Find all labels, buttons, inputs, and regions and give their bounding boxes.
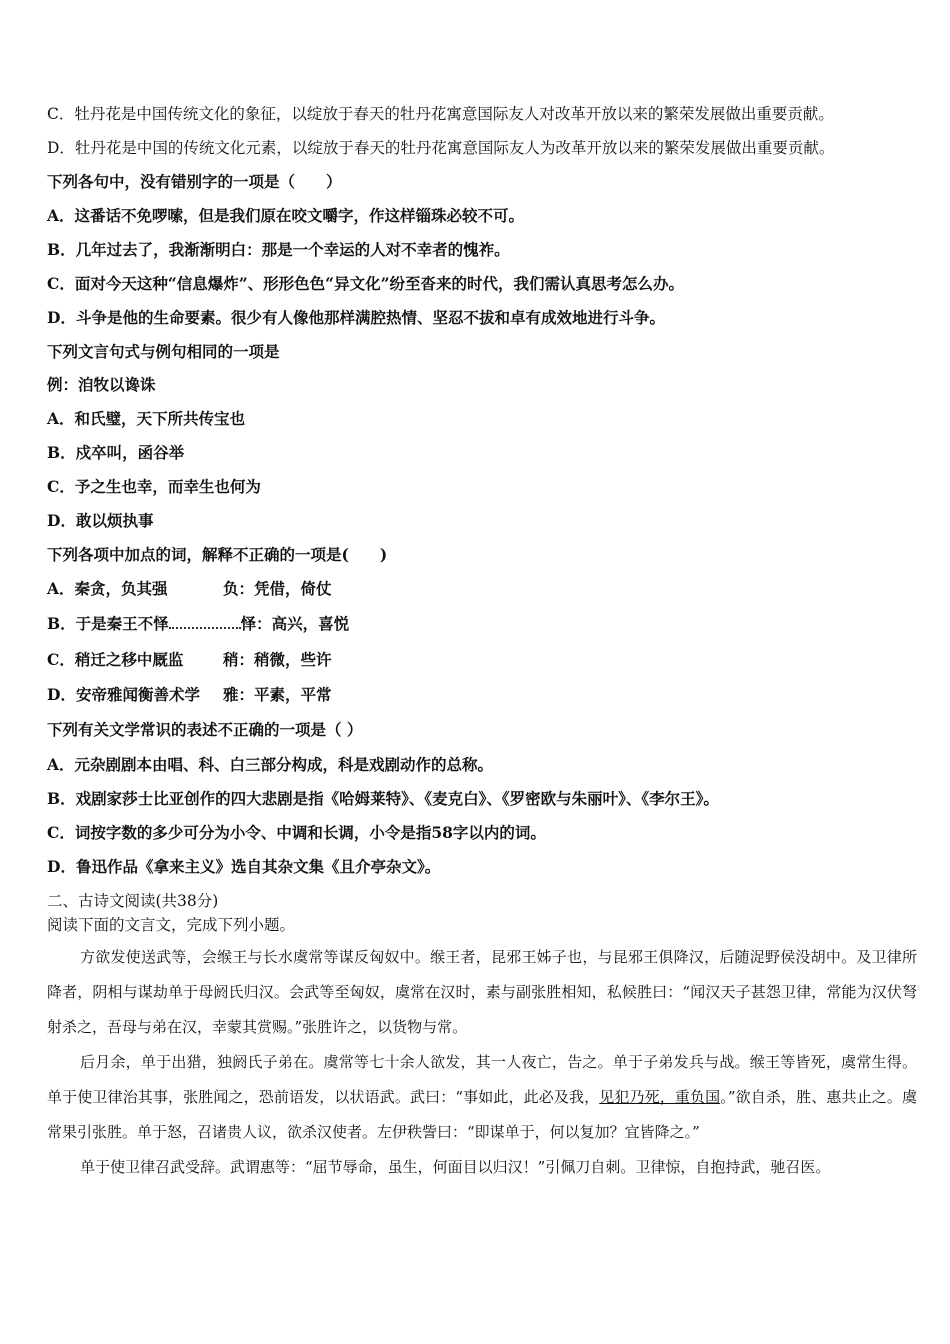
q-lit-option-c: C．词按字数的多少可分为小令、中调和长调，小令是指58字以内的词。 xyxy=(47,823,546,842)
q-words-option-b xyxy=(47,614,349,634)
passage-paragraph-2-part-a: 后月余，单于出猎，独阏氏子弟在。虞常等七十余人欲发，其一人夜亡，告之。单于子弟发兵与战。缑王等皆死，虞常生得。单于使卫律治其事，张胜闻之，恐前语发，以状语武。武曰：“事如此，此必及我， xyxy=(47,1053,917,1106)
q-typo-option-d: D．斗争是他的生命要素。很少有人像他那样满腔热情、坚忍不拔和卓有成效地进行斗争。 xyxy=(47,308,665,327)
q-typo-option-a: A．这番话不免啰嗦，但是我们原在咬文嚼字，作这样锱珠必较不可。 xyxy=(47,206,525,225)
q-lit-stem: 下列有关文学常识的表述不正确的一项是（ ） xyxy=(47,720,363,739)
q-words-option-d-left: D．安帝雅闻衡善术学 xyxy=(47,685,200,704)
q-typo-stem: 下列各句中，没有错别字的一项是（ ） xyxy=(47,172,342,191)
dotted-emphasis-line xyxy=(169,615,241,629)
q-typo-option-b: B．几年过去了，我渐渐明白：那是一个幸运的人对不幸者的愧祚。 xyxy=(47,240,510,259)
underlined-phrase: 见犯乃死，重负国 xyxy=(599,1088,721,1106)
q-lit-option-a: A．元杂剧剧本由唱、科、白三部分构成，科是戏剧动作的总称。 xyxy=(47,755,494,774)
classical-passage xyxy=(47,940,917,1185)
passage-paragraph-2 xyxy=(47,1045,917,1150)
section-instruction: 阅读下面的文言文，完成下列小题。 xyxy=(47,916,296,934)
q-words-option-a-right: 负：凭借，倚仗 xyxy=(223,579,332,598)
prev-option-d: D．牡丹花是中国的传统文化元素，以绽放于春天的牡丹花寓意国际友人为改革开放以来的繁荣发展做出重要贡献。 xyxy=(47,139,835,157)
q-syntax-option-d: D．敢以烦执事 xyxy=(47,511,154,530)
q-words-option-c xyxy=(47,650,332,670)
q-syntax-option-a: A．和氏璧，天下所共传宝也 xyxy=(47,409,246,428)
passage-paragraph-2-part-b: 。”欲自杀，胜、惠共止之。虞常果引张胜。单于怒，召诸贵人议，欲杀汉使者。左伊秩訾曰：“即谋单于，何以复加？宜皆降之。” xyxy=(47,1088,917,1141)
q-lit-option-b: B．戏剧家莎士比亚创作的四大悲剧是指《哈姆莱特》、《麦克白》、《罗密欧与朱丽叶》、《李尔王》。 xyxy=(47,789,719,808)
q-lit-option-d: D．鲁迅作品《拿来主义》选自其杂文集《且介亭杂文》。 xyxy=(47,857,441,876)
prev-option-c: C．牡丹花是中国传统文化的象征，以绽放于春天的牡丹花寓意国际友人对改革开放以来的繁荣发展做出重要贡献。 xyxy=(47,105,834,123)
q-words-option-a-left: A．秦贪，负其强 xyxy=(47,579,168,598)
q-words-option-c-left: C．稍迁之移中厩监 xyxy=(47,650,184,669)
passage-paragraph-3: 单于使卫律召武受辞。武谓惠等：“屈节辱命，虽生，何面目以归汉！”引佩刀自刺。卫律惊，自抱持武，驰召医。 xyxy=(80,1158,831,1176)
q-words-stem: 下列各项中加点的词，解释不正确的一项是( ) xyxy=(47,545,388,564)
passage-paragraph-1: 方欲发使送武等，会缑王与长水虞常等谋反匈奴中。缑王者，昆邪王姊子也，与昆邪王俱降汉，后随浞野侯没胡中。及卫律所降者，阴相与谋劫单于母阏氏归汉。会武等至匈奴，虞常在汉时，素与副张胜相知，私候胜曰：“闻汉天子甚怨卫律，常能为汉伏弩射杀之，吾母与弟在汉，幸蒙其赏赐。”张胜许之，以货物与常。 xyxy=(47,948,917,1036)
section-title: 二、古诗文阅读(共38分) xyxy=(47,892,219,910)
q-words-option-b-right: 怿：高兴，喜悦 xyxy=(240,614,350,633)
q-words-option-a xyxy=(47,579,332,599)
q-syntax-option-b: B．戍卒叫，函谷举 xyxy=(47,443,185,462)
q-words-option-c-right: 稍：稍微，些许 xyxy=(223,650,332,669)
q-syntax-example: 例：洎牧以谗诛 xyxy=(47,375,156,394)
q-typo-option-c: C．面对今天这种“信息爆炸”、形形色色“异文化”纷至沓来的时代，我们需认真思考怎么办。 xyxy=(47,274,685,293)
q-syntax-option-c: C．予之生也幸，而幸生也何为 xyxy=(47,477,261,496)
q-words-option-b-left: B．于是秦王不怿 xyxy=(47,614,169,633)
q-words-option-d xyxy=(47,685,332,705)
q-words-option-d-right: 雅：平素，平常 xyxy=(223,685,332,704)
q-syntax-stem: 下列文言句式与例句相同的一项是 xyxy=(47,342,280,361)
